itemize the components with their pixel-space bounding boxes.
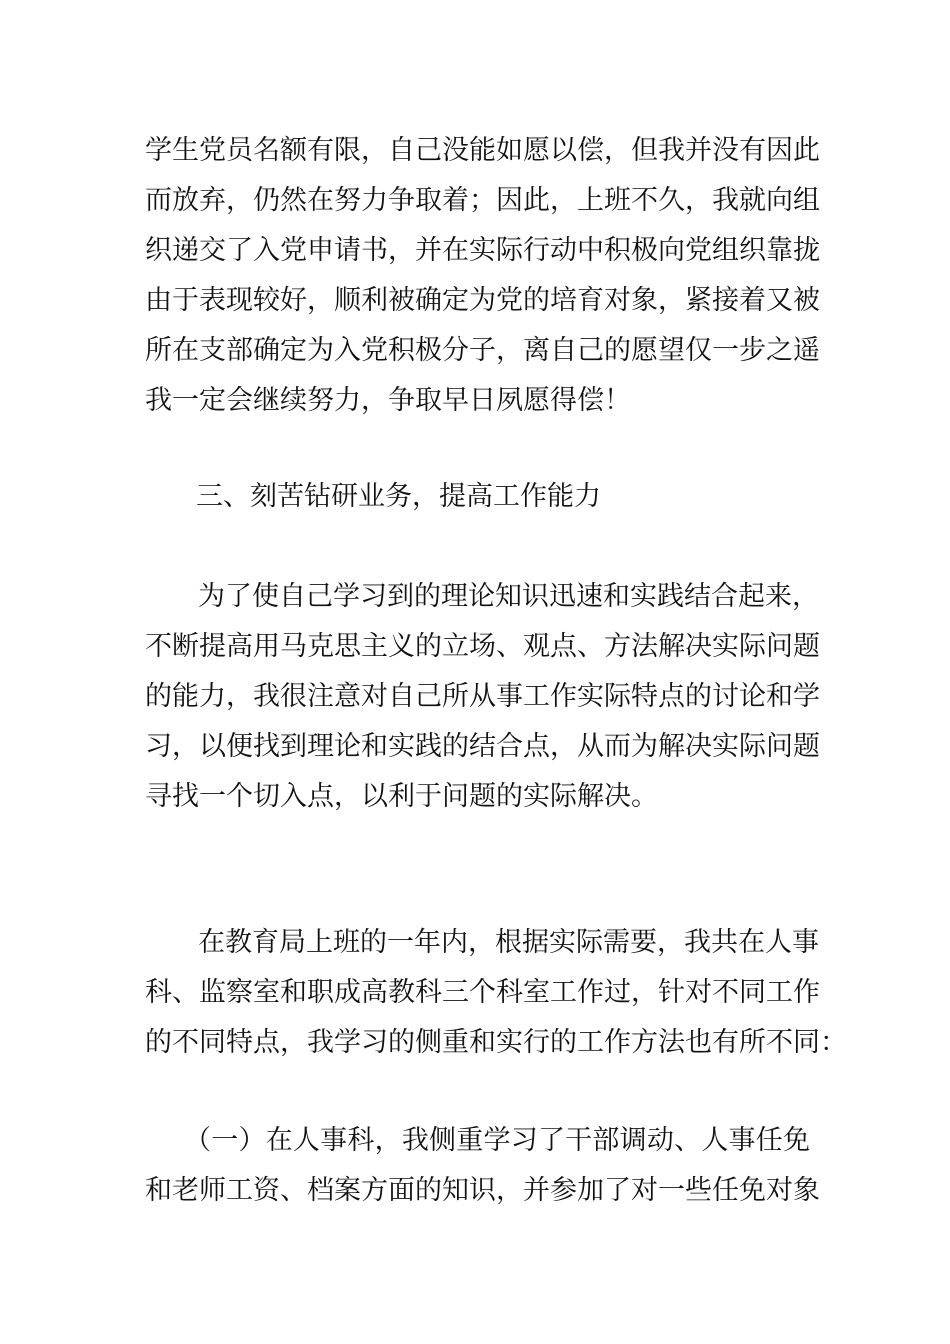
- paragraph-1-line-6: 我一定会继续努力，争取早日夙愿得偿！: [145, 385, 631, 416]
- section-heading: 三、刻苦钻研业务，提高工作能力: [196, 481, 601, 512]
- paragraph-1-line-5: 所在支部确定为入党积极分子，离自己的愿望仅一步之遥: [145, 335, 820, 366]
- paragraph-2-line-4: 习，以便找到理论和实践的结合点，从而为解决实际问题: [145, 731, 820, 762]
- paragraph-2-line-3: 的能力，我很注意对自己所从事工作实际特点的讨论和学: [145, 681, 820, 712]
- paragraph-3-line-1: 在教育局上班的一年内，根据实际需要，我共在人事: [198, 927, 819, 958]
- paragraph-4-line-1: （一）在人事科，我侧重学习了干部调动、人事任免: [184, 1125, 810, 1156]
- paragraph-1-line-4: 由于表现较好，顺利被确定为党的培育对象，紧接着又被: [145, 285, 820, 316]
- paragraph-1-line-1: 学生党员名额有限，自己没能如愿以偿，但我并没有因此: [145, 135, 820, 166]
- paragraph-4-line-2: 和老师工资、档案方面的知识，并参加了对一些任免对象: [145, 1175, 820, 1206]
- paragraph-3-line-2: 科、监察室和职成高教科三个科室工作过，针对不同工作: [145, 977, 820, 1008]
- paragraph-2-line-2: 不断提高用马克思主义的立场、观点、方法解决实际问题: [145, 631, 820, 662]
- paragraph-1-line-2: 而放弃，仍然在努力争取着；因此，上班不久，我就向组: [145, 185, 820, 216]
- paragraph-1-line-3: 织递交了入党申请书，并在实际行动中积极向党组织靠拢: [145, 235, 820, 266]
- paragraph-3-line-3: 的不同特点，我学习的侧重和实行的工作方法也有所不同：: [145, 1027, 847, 1058]
- paragraph-2-line-1: 为了使自己学习到的理论知识迅速和实践结合起来，: [198, 581, 819, 612]
- paragraph-2-line-5: 寻找一个切入点，以利于问题的实际解决。: [145, 781, 658, 812]
